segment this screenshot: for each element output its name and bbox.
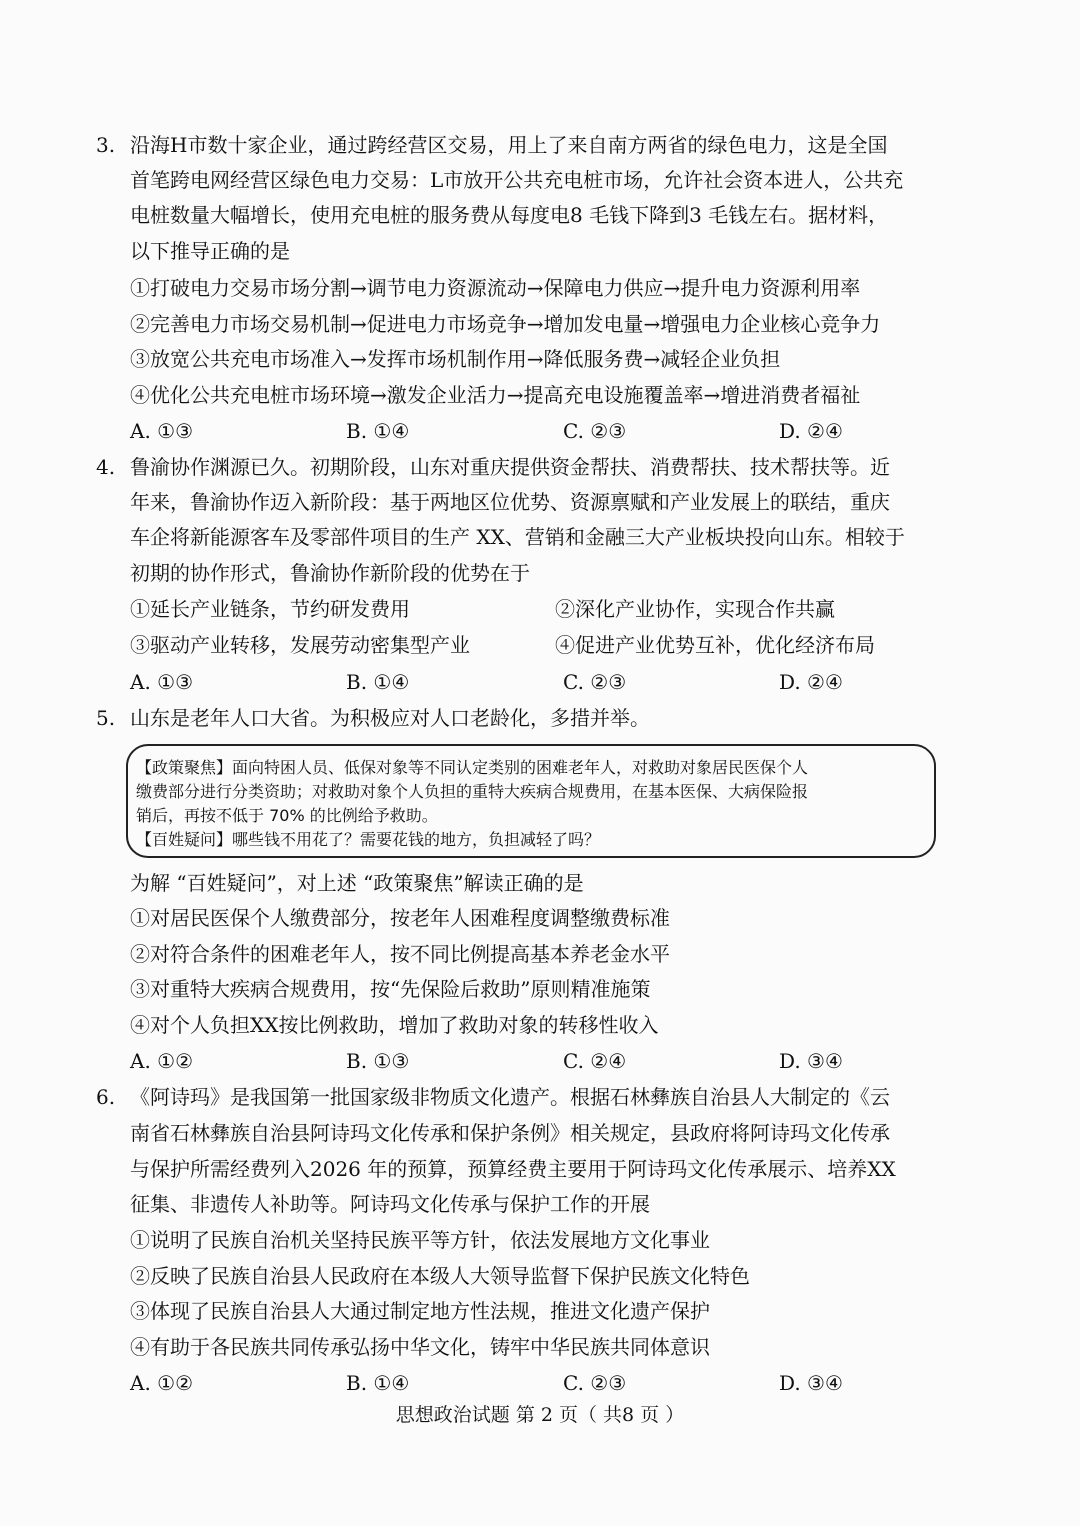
question-4-stem-line: 车企将新能源客车及零部件项目的生产 XX、营销和金融三大产业板块投向山东。相较于 [130,525,905,549]
question-3-number: 3. [96,133,116,157]
question-3-statement: ①打破电力交易市场分割→调节电力资源流动→保障电力供应→提升电力资源利用率 [130,276,861,300]
question-3-option-b[interactable]: B. ①④ [346,419,410,443]
question-5-statement: ②对符合条件的困难老年人，按不同比例提高基本养老金水平 [130,942,670,966]
question-3-stem-line: 首笔跨电网经营区绿色电力交易：L市放开公共充电桩市场，允许社会资本进人，公共充 [130,168,904,192]
policy-callout-line: 【百姓疑问】哪些钱不用花了？需要花钱的地方，负担减轻了吗？ [136,830,601,849]
question-6-statement: ③体现了民族自治县人大通过制定地方性法规，推进文化遗产保护 [130,1299,710,1323]
question-5-number: 5. [96,706,116,730]
question-3-statement: ③放宽公共充电市场准入→发挥市场机制作用→降低服务费→减轻企业负担 [130,347,781,371]
question-4-statement: ①延长产业链条，节约研发费用 [130,597,410,621]
question-3-stem-line: 电桩数量大幅增长，使用充电桩的服务费从每度电8 毛钱下降到3 毛钱左右。据材料， [130,203,889,227]
question-4-stem-line: 年来，鲁渝协作迈入新阶段：基于两地区位优势、资源禀赋和产业发展上的联结，重庆 [130,490,890,514]
question-5-statement: ①对居民医保个人缴费部分，按老年人困难程度调整缴费标准 [130,906,670,930]
question-4-option-b[interactable]: B. ①④ [346,670,410,694]
question-5-prompt: 为解 “百姓疑问”，对上述 “政策聚焦”解读正确的是 [130,871,584,895]
policy-callout-line: 【政策聚焦】面向特困人员、低保对象等不同认定类别的困难老年人，对救助对象居民医保个人 [136,758,809,777]
page-footer: 思想政治试题 第 2 页（ 共8 页 ） [395,1404,685,1426]
question-6-option-a[interactable]: A. ①② [130,1371,194,1395]
question-4-stem-line: 初期的协作形式，鲁渝协作新阶段的优势在于 [130,561,530,585]
question-3-option-c[interactable]: C. ②③ [563,419,627,443]
question-6-statement: ④有助于各民族共同传承弘扬中华文化，铸牢中华民族共同体意识 [130,1335,710,1359]
question-5-option-b[interactable]: B. ①③ [346,1049,410,1073]
question-5-statement: ③对重特大疾病合规费用，按“先保险后救助”原则精准施策 [130,977,651,1001]
question-3-statement: ④优化公共充电桩市场环境→激发企业活力→提高充电设施覆盖率→增进消费者福祉 [130,383,861,407]
question-6-stem-line: 《阿诗玛》是我国第一批国家级非物质文化遗产。根据石林彝族自治县人大制定的《云 [130,1085,890,1109]
question-3-stem-line: 以下推导正确的是 [130,239,290,263]
question-6-statement: ①说明了民族自治机关坚持民族平等方针，依法发展地方文化事业 [130,1228,710,1252]
question-5-stem-line: 山东是老年人口大省。为积极应对人口老龄化，多措并举。 [130,706,650,730]
question-5-option-c[interactable]: C. ②④ [563,1049,627,1073]
question-6-statement: ②反映了民族自治县人民政府在本级人大领导监督下保护民族文化特色 [130,1264,750,1288]
question-5-option-a[interactable]: A. ①② [130,1049,194,1073]
question-5-option-d[interactable]: D. ③④ [779,1049,843,1073]
question-6-option-c[interactable]: C. ②③ [563,1371,627,1395]
question-4-stem-line: 鲁渝协作渊源已久。初期阶段，山东对重庆提供资金帮扶、消费帮扶、技术帮扶等。近 [130,455,890,479]
question-6-stem-line: 征集、非遗传人补助等。阿诗玛文化传承与保护工作的开展 [130,1192,650,1216]
question-4-statement: ②深化产业协作，实现合作共赢 [555,597,835,621]
question-5-statement: ④对个人负担XX按比例救助，增加了救助对象的转移性收入 [130,1013,659,1037]
question-6-stem-line: 与保护所需经费列入2026 年的预算，预算经费主要用于阿诗玛文化传承展示、培养XX [130,1157,896,1181]
question-4-option-d[interactable]: D. ②④ [779,670,843,694]
policy-callout-line: 销后，再按不低于 70% 的比例给予救助。 [136,806,438,825]
question-6-option-b[interactable]: B. ①④ [346,1371,410,1395]
question-4-option-a[interactable]: A. ①③ [130,670,194,694]
question-6-number: 6. [96,1085,116,1109]
question-3-stem-line: 沿海H市数十家企业，通过跨经营区交易，用上了来自南方两省的绿色电力，这是全国 [130,133,888,157]
question-3-option-d[interactable]: D. ②④ [779,419,843,443]
policy-callout-line: 缴费部分进行分类资助；对救助对象个人负担的重特大疾病合规费用，在基本医保、大病保险报 [136,782,809,801]
question-4-statement: ④促进产业优势互补，优化经济布局 [555,633,875,657]
question-6-option-d[interactable]: D. ③④ [779,1371,843,1395]
question-3-statement: ②完善电力市场交易机制→促进电力市场竞争→增加发电量→增强电力企业核心竞争力 [130,312,881,336]
question-4-option-c[interactable]: C. ②③ [563,670,627,694]
question-3-option-a[interactable]: A. ①③ [130,419,194,443]
question-4-number: 4. [96,455,116,479]
question-6-stem-line: 南省石林彝族自治县阿诗玛文化传承和保护条例》相关规定，县政府将阿诗玛文化传承 [130,1121,890,1145]
question-4-statement: ③驱动产业转移，发展劳动密集型产业 [130,633,470,657]
